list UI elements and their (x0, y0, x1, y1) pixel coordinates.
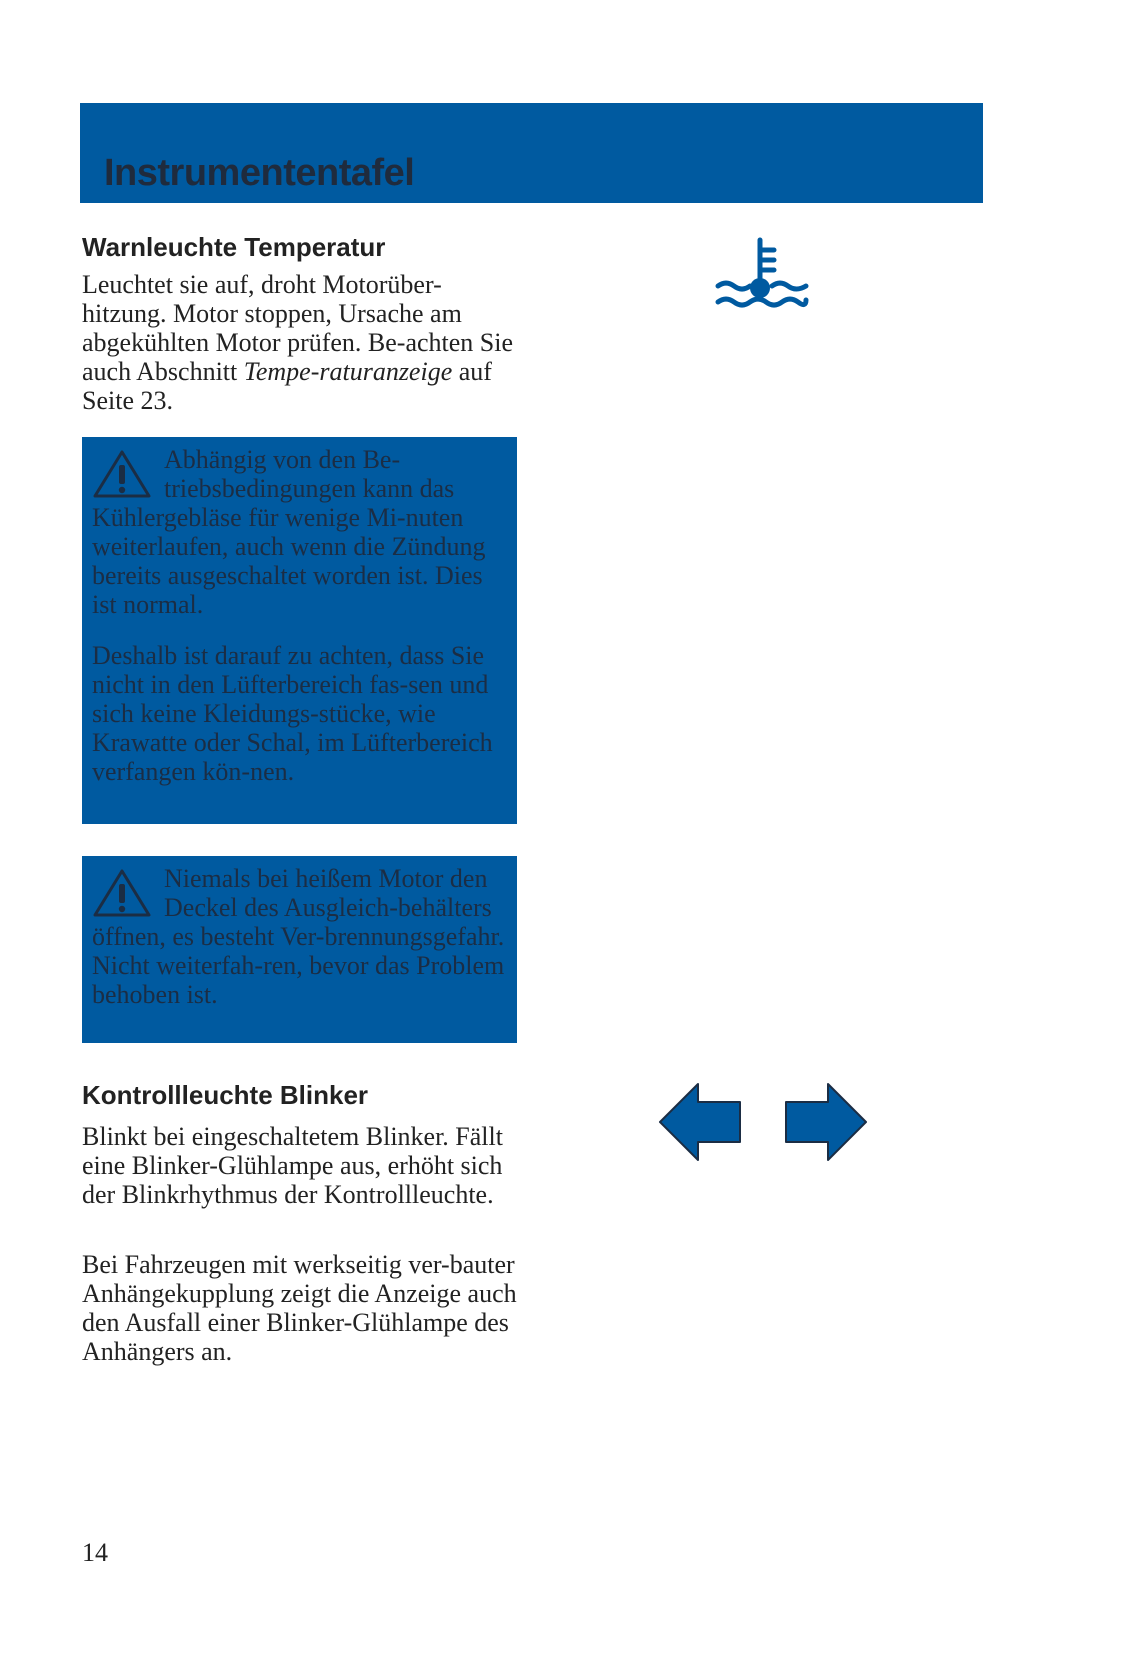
turn-signal-left-icon (658, 1082, 742, 1162)
warning-triangle-icon (92, 868, 152, 918)
temperature-text-tail: auf Seite 23. (82, 357, 492, 415)
warning-fan-text-2: Deshalb ist darauf zu achten, dass Sie nicht in den Lüfterbereich fas-sen und sich keine Kleidungs-stücke, wie Krawatte oder Schal, im Lüfterbereich verfangen kön-nen. (92, 641, 493, 786)
temperature-heading: Warnleuchte Temperatur (82, 232, 386, 262)
warning-box-fan (82, 437, 517, 824)
temperature-text: Leuchtet sie auf, droht Motorüber-hitzung. Motor stoppen, Ursache am abgekühlten Motor prüfen. Be-achten Sie auch Abschnitt (82, 270, 514, 386)
warning-cap-text: Niemals bei heißem Motor den Deckel des Ausgleich-behälters öffnen, es besteht Ver-brennungsgefahr. Nicht weiterfah-ren, bevor das Problem behoben ist. (92, 864, 505, 1009)
turn-signal-right-icon (784, 1082, 868, 1162)
page-number: 14 (82, 1538, 108, 1567)
blinker-paragraph-1: Blinkt bei eingeschaltetem Blinker. Fällt eine Blinker-Glühlampe aus, erhöht sich der Blinkrhythmus der Kontrollleuchte. (82, 1122, 503, 1209)
warning-triangle-icon (92, 449, 152, 499)
blinker-heading: Kontrollleuchte Blinker (82, 1080, 369, 1110)
header-bar (80, 103, 983, 203)
coolant-temperature-icon (714, 236, 810, 320)
warning-box-cap (82, 856, 517, 1043)
temperature-gauge-reference: Tempe-raturanzeige (243, 357, 453, 386)
warning-fan-text-1: Abhängig von den Be-triebsbedingungen kann das Kühlergebläse für wenige Mi-nuten weiterlaufen, auch wenn die Zündung bereits ausgeschaltet worden ist. Dies ist normal. (92, 445, 486, 619)
blinker-paragraph-2: Bei Fahrzeugen mit werkseitig ver-bauter Anhängekupplung zeigt die Anzeige auch den Ausfall einer Blinker-Glühlampe des Anhängers an. (82, 1250, 517, 1366)
page-title: Instrumententafel (104, 152, 415, 194)
temperature-paragraph (82, 270, 522, 415)
